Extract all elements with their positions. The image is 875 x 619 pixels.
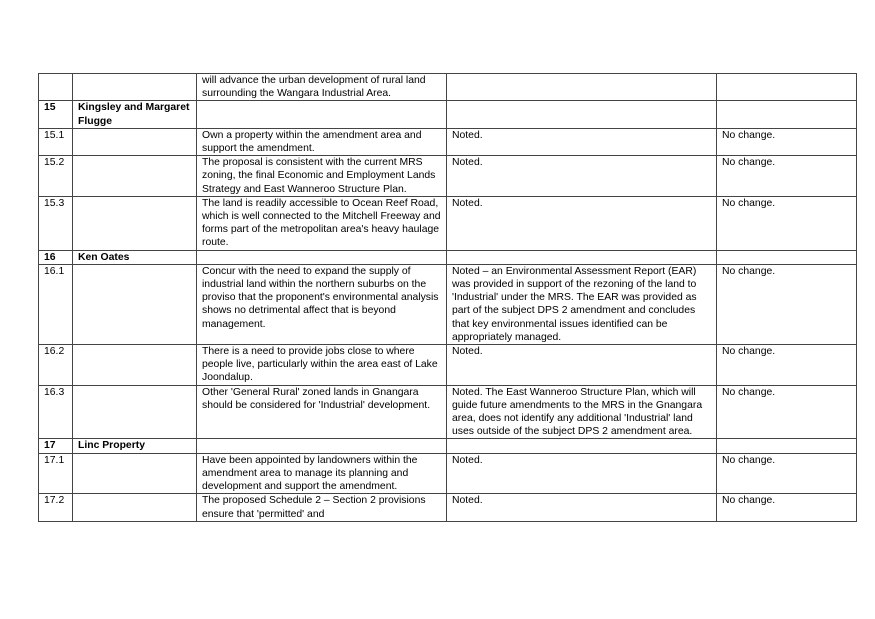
submitter-name-cell	[73, 453, 197, 494]
submission-text-cell	[197, 250, 447, 264]
submission-text-cell: Other 'General Rural' zoned lands in Gnangara should be considered for 'Industrial' development.	[197, 385, 447, 439]
submission-number-cell: 16.1	[39, 264, 73, 344]
submission-number-cell: 17.1	[39, 453, 73, 494]
response-comment-cell	[447, 250, 717, 264]
response-comment-cell: Noted.	[447, 196, 717, 250]
submitter-header-row	[39, 439, 857, 453]
recommendation-cell	[717, 101, 857, 128]
submissions-table	[38, 73, 857, 522]
submission-number-cell	[39, 74, 73, 101]
table-row	[39, 264, 857, 344]
table-row	[39, 156, 857, 197]
submission-text-cell	[197, 101, 447, 128]
table-row	[39, 453, 857, 494]
submitter-name-cell	[73, 156, 197, 197]
submission-number-cell: 16.2	[39, 345, 73, 386]
table-row	[39, 345, 857, 386]
submission-text-cell: The land is readily accessible to Ocean Reef Road, which is well connected to the Mitchell Freeway and forms part of the metropolitan area's heavy haulage route.	[197, 196, 447, 250]
submission-text-cell: Own a property within the amendment area and support the amendment.	[197, 128, 447, 155]
submitter-name-cell	[73, 128, 197, 155]
response-comment-cell	[447, 74, 717, 101]
submission-number-cell: 16	[39, 250, 73, 264]
recommendation-cell: No change.	[717, 453, 857, 494]
submission-text-cell	[197, 439, 447, 453]
recommendation-cell	[717, 250, 857, 264]
submitter-name-cell: Linc Property	[73, 439, 197, 453]
submission-text-cell: The proposal is consistent with the current MRS zoning, the final Economic and Employment Lands Strategy and East Wanneroo Structure Plan.	[197, 156, 447, 197]
recommendation-cell: No change.	[717, 156, 857, 197]
recommendation-cell: No change.	[717, 264, 857, 344]
submitter-name-cell: Ken Oates	[73, 250, 197, 264]
submission-number-cell: 15.2	[39, 156, 73, 197]
submission-number-cell: 15	[39, 101, 73, 128]
submission-text-cell: will advance the urban development of rural land surrounding the Wangara Industrial Area.	[197, 74, 447, 101]
table-row	[39, 385, 857, 439]
table-row	[39, 128, 857, 155]
submission-number-cell: 16.3	[39, 385, 73, 439]
submitter-header-row	[39, 101, 857, 128]
submitter-name-cell	[73, 385, 197, 439]
submission-number-cell: 17.2	[39, 494, 73, 521]
submission-text-cell: The proposed Schedule 2 – Section 2 provisions ensure that 'permitted' and	[197, 494, 447, 521]
submitter-name-cell: Kingsley and Margaret Flugge	[73, 101, 197, 128]
response-comment-cell: Noted – an Environmental Assessment Report (EAR) was provided in support of the rezoning of the land to 'Industrial' under the MRS. The EAR was provided as part of the subject DPS 2 amendment and concludes that key environmental issues identified can be appropriately managed.	[447, 264, 717, 344]
response-comment-cell: Noted.	[447, 128, 717, 155]
recommendation-cell: No change.	[717, 345, 857, 386]
response-comment-cell: Noted.	[447, 345, 717, 386]
submitter-name-cell	[73, 74, 197, 101]
submitter-header-row	[39, 250, 857, 264]
submission-text-cell: There is a need to provide jobs close to where people live, particularly within the area east of Lake Joondalup.	[197, 345, 447, 386]
recommendation-cell: No change.	[717, 494, 857, 521]
recommendation-cell	[717, 439, 857, 453]
response-comment-cell: Noted.	[447, 156, 717, 197]
submission-number-cell: 17	[39, 439, 73, 453]
recommendation-cell	[717, 74, 857, 101]
response-comment-cell: Noted.	[447, 494, 717, 521]
response-comment-cell: Noted. The East Wanneroo Structure Plan, which will guide future amendments to the MRS in the Gnangara area, does not identify any additional 'Industrial' land uses outside of the subject DPS 2 amendment area.	[447, 385, 717, 439]
submissions-table-body	[39, 74, 857, 522]
table-row	[39, 494, 857, 521]
recommendation-cell: No change.	[717, 128, 857, 155]
submitter-name-cell	[73, 264, 197, 344]
submitter-name-cell	[73, 494, 197, 521]
table-row	[39, 74, 857, 101]
submitter-name-cell	[73, 196, 197, 250]
response-comment-cell	[447, 439, 717, 453]
table-row	[39, 196, 857, 250]
submission-text-cell: Concur with the need to expand the supply of industrial land within the northern suburbs on the proviso that the proponent's environmental analysis shows no detrimental affect that is beyond management.	[197, 264, 447, 344]
recommendation-cell: No change.	[717, 385, 857, 439]
response-comment-cell: Noted.	[447, 453, 717, 494]
submission-text-cell: Have been appointed by landowners within the amendment area to manage its planning and development and support the amendment.	[197, 453, 447, 494]
submission-number-cell: 15.3	[39, 196, 73, 250]
submitter-name-cell	[73, 345, 197, 386]
recommendation-cell: No change.	[717, 196, 857, 250]
response-comment-cell	[447, 101, 717, 128]
submission-number-cell: 15.1	[39, 128, 73, 155]
